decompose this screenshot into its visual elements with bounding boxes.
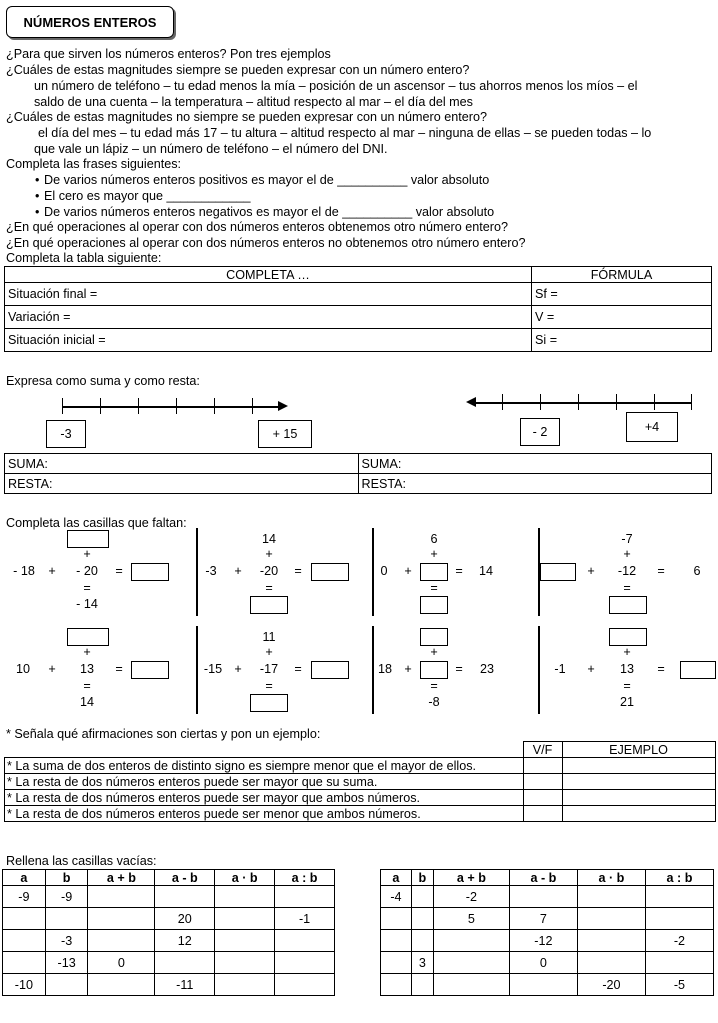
bullet-line: • De varios números enteros negativos es mayor el de __________ valor absoluto — [44, 205, 494, 219]
table-header: EJEMPLO — [562, 742, 715, 758]
section-title: * Señala qué afirmaciones son ciertas y pon un ejemplo: — [6, 727, 321, 741]
answer-box[interactable] — [420, 628, 448, 646]
number: -17 — [259, 662, 279, 676]
column-header: a : b — [645, 870, 713, 886]
number-line-label: +4 — [626, 412, 678, 442]
column-header: a — [3, 870, 46, 886]
plus-sign: + — [48, 564, 56, 578]
table-cell[interactable] — [275, 886, 335, 908]
vf-cell[interactable] — [523, 790, 562, 806]
equals-sign: = — [430, 581, 438, 595]
equals-sign: = — [294, 662, 302, 676]
statement: * La resta de dos números enteros puede ser mayor que su suma. — [5, 774, 524, 790]
divider — [196, 528, 198, 616]
suma-cell: SUMA: — [358, 454, 712, 474]
example-cell[interactable] — [562, 774, 715, 790]
answer-box[interactable] — [67, 530, 109, 548]
number: -12 — [617, 564, 637, 578]
table-cell[interactable] — [88, 930, 155, 952]
column-header: a - b — [509, 870, 577, 886]
plus-sign: + — [430, 645, 438, 659]
options-line: saldo de una cuenta – la temperatura – altitud respecto al mar – el día del mes — [34, 95, 473, 109]
number: - 14 — [76, 597, 98, 611]
plus-sign: + — [430, 547, 438, 561]
number: 6 — [693, 564, 701, 578]
number: -15 — [203, 662, 223, 676]
table-cell[interactable] — [3, 908, 46, 930]
equals-sign: = — [83, 581, 91, 595]
number-line-right — [476, 402, 692, 404]
table-cell[interactable] — [88, 974, 155, 996]
table-cell[interactable] — [275, 930, 335, 952]
answer-box[interactable] — [311, 563, 349, 581]
table-cell[interactable] — [155, 886, 215, 908]
table-cell[interactable] — [215, 974, 275, 996]
column-header: b — [411, 870, 433, 886]
table-cell[interactable] — [645, 908, 713, 930]
number: 23 — [479, 662, 494, 676]
plus-sign: + — [623, 547, 631, 561]
equals-sign: = — [294, 564, 302, 578]
suma-resta-table — [4, 453, 712, 494]
plus-sign: + — [404, 564, 412, 578]
column-header: a + b — [433, 870, 509, 886]
plus-sign: + — [623, 645, 631, 659]
divider — [372, 626, 374, 714]
plus-sign: + — [265, 645, 273, 659]
table-cell: -3 — [45, 930, 88, 952]
divider — [372, 528, 374, 616]
table-header: COMPLETA … — [5, 267, 532, 283]
table-row — [381, 886, 714, 908]
plus-sign: + — [48, 662, 56, 676]
table-cell: Situación inicial = — [5, 329, 532, 352]
table-cell: 3 — [411, 952, 433, 974]
table-cell: -13 — [45, 952, 88, 974]
number-line-label: - 2 — [520, 418, 560, 446]
equals-sign: = — [115, 564, 123, 578]
question-line: ¿Para que sirven los números enteros? Pon tres ejemplos — [6, 47, 331, 61]
table-cell[interactable] — [45, 908, 88, 930]
number-line-label: + 15 — [258, 420, 312, 448]
table-cell[interactable] — [411, 886, 433, 908]
divider — [538, 626, 540, 714]
table-cell: -2 — [645, 930, 713, 952]
resta-cell: RESTA: — [358, 474, 712, 494]
table-cell[interactable] — [215, 908, 275, 930]
answer-box[interactable] — [420, 563, 448, 581]
table-cell[interactable] — [577, 952, 645, 974]
table-cell[interactable] — [411, 930, 433, 952]
table-cell[interactable] — [381, 952, 412, 974]
tick — [616, 394, 617, 410]
table-header: V/F — [523, 742, 562, 758]
table-cell[interactable] — [88, 908, 155, 930]
table-row — [381, 930, 714, 952]
table-cell: Variación = — [5, 306, 532, 329]
table-cell[interactable] — [645, 886, 713, 908]
table-row — [381, 952, 714, 974]
equals-sign: = — [657, 564, 665, 578]
number: -7 — [621, 532, 633, 546]
answer-box[interactable] — [609, 596, 647, 614]
table-cell: 7 — [509, 908, 577, 930]
table-row — [3, 974, 335, 996]
column-header: a : b — [275, 870, 335, 886]
equals-sign: = — [115, 662, 123, 676]
table-cell[interactable] — [381, 974, 412, 996]
statements-table — [4, 741, 716, 822]
number-line-label: -3 — [46, 420, 86, 448]
equals-sign: = — [265, 581, 273, 595]
options-line: que vale un lápiz – un número de teléfono – el número del DNI. — [34, 142, 388, 156]
blank-cell — [5, 742, 524, 758]
plus-sign: + — [587, 564, 595, 578]
resta-cell: RESTA: — [5, 474, 359, 494]
tick — [540, 394, 541, 410]
section-title: Rellena las casillas vacías: — [6, 854, 157, 868]
section-title: Completa las casillas que faltan: — [6, 516, 187, 530]
number: 14 — [79, 695, 94, 709]
tick — [502, 394, 503, 410]
number: 10 — [15, 662, 30, 676]
answer-box[interactable] — [420, 661, 448, 679]
table-cell: 5 — [433, 908, 509, 930]
table-cell[interactable] — [577, 908, 645, 930]
tick — [176, 398, 177, 414]
tick — [252, 398, 253, 414]
column-header: a + b — [88, 870, 155, 886]
tick — [654, 394, 655, 410]
statement: * La resta de dos números enteros puede ser mayor que ambos números. — [5, 790, 524, 806]
number: 13 — [79, 662, 94, 676]
formula-table — [4, 266, 712, 352]
example-cell[interactable] — [562, 758, 715, 774]
number: -20 — [259, 564, 279, 578]
answer-box[interactable] — [540, 563, 576, 581]
table-cell[interactable] — [215, 930, 275, 952]
tick — [100, 398, 101, 414]
number: 18 — [377, 662, 392, 676]
table-cell: -10 — [3, 974, 46, 996]
vf-cell[interactable] — [523, 758, 562, 774]
table-cell[interactable] — [577, 930, 645, 952]
table-cell[interactable] — [433, 974, 509, 996]
question-line: ¿En qué operaciones al operar con dos números enteros obtenemos otro número entero? — [6, 220, 508, 234]
answer-box[interactable] — [250, 694, 288, 712]
table-cell[interactable] — [3, 952, 46, 974]
page-title: NÚMEROS ENTEROS — [6, 6, 174, 38]
plus-sign: + — [587, 662, 595, 676]
question-line: ¿Cuáles de estas magnitudes siempre se pueden expresar con un número entero? — [6, 63, 470, 77]
table-cell: -11 — [155, 974, 215, 996]
table-cell: Sf = — [532, 283, 712, 306]
table-cell: 12 — [155, 930, 215, 952]
column-header: a — [381, 870, 412, 886]
table-cell: -1 — [275, 908, 335, 930]
equals-sign: = — [430, 679, 438, 693]
number: 14 — [478, 564, 493, 578]
table-cell: V = — [532, 306, 712, 329]
table-cell[interactable] — [275, 974, 335, 996]
table-cell[interactable] — [509, 974, 577, 996]
tick — [62, 398, 63, 414]
number: -1 — [554, 662, 566, 676]
table-row — [3, 886, 335, 908]
answer-box[interactable] — [609, 628, 647, 646]
fill-table-right — [380, 869, 714, 996]
number: -8 — [428, 695, 440, 709]
table-cell: Si = — [532, 329, 712, 352]
plus-sign: + — [83, 547, 91, 561]
table-row — [381, 974, 714, 996]
answer-box[interactable] — [680, 661, 716, 679]
equals-sign: = — [623, 581, 631, 595]
number-line-left — [62, 406, 280, 408]
options-line: un número de teléfono – tu edad menos la mía – posición de un ascensor – tus ahorros menos los míos – el — [34, 79, 638, 93]
table-cell[interactable] — [3, 930, 46, 952]
table-cell[interactable] — [275, 952, 335, 974]
arrow-right-icon — [278, 401, 288, 411]
table-cell[interactable] — [433, 930, 509, 952]
table-cell[interactable] — [215, 952, 275, 974]
table-cell[interactable] — [381, 908, 412, 930]
number: 21 — [619, 695, 634, 709]
table-cell[interactable] — [45, 974, 88, 996]
table-cell: -9 — [3, 886, 46, 908]
number: 6 — [430, 532, 438, 546]
fill-table-left — [2, 869, 335, 996]
tick — [214, 398, 215, 414]
options-line: el día del mes – tu edad más 17 – tu altura – altitud respecto al mar – ninguna de ellas – se pueden todas – lo — [38, 126, 652, 140]
tick — [691, 394, 692, 410]
instruction-line: Completa las frases siguientes: — [6, 157, 181, 171]
bullet-line: • De varios números enteros positivos es mayor el de __________ valor absoluto — [44, 173, 489, 187]
bullet-line: • El cero es mayor que ____________ — [44, 189, 251, 203]
number: 13 — [619, 662, 634, 676]
answer-box[interactable] — [131, 661, 169, 679]
number: -3 — [205, 564, 217, 578]
example-cell[interactable] — [562, 806, 715, 822]
table-cell: -20 — [577, 974, 645, 996]
arrow-left-icon — [466, 397, 476, 407]
table-cell[interactable] — [645, 952, 713, 974]
answer-box[interactable] — [250, 596, 288, 614]
table-cell: -9 — [45, 886, 88, 908]
divider — [196, 626, 198, 714]
number: 11 — [262, 630, 276, 644]
table-cell: 20 — [155, 908, 215, 930]
vf-cell[interactable] — [523, 806, 562, 822]
section-title: Expresa como suma y como resta: — [6, 374, 200, 388]
column-header: a - b — [155, 870, 215, 886]
example-cell[interactable] — [562, 790, 715, 806]
number: 0 — [380, 564, 388, 578]
question-line: ¿En qué operaciones al operar con dos números enteros no obtenemos otro número entero? — [6, 236, 526, 250]
table-cell[interactable] — [433, 952, 509, 974]
number: 14 — [261, 532, 276, 546]
suma-cell: SUMA: — [5, 454, 359, 474]
tick — [138, 398, 139, 414]
plus-sign: + — [234, 564, 242, 578]
table-cell[interactable] — [155, 952, 215, 974]
equals-sign: = — [657, 662, 665, 676]
table-cell[interactable] — [88, 886, 155, 908]
table-cell: 0 — [509, 952, 577, 974]
table-cell: -4 — [381, 886, 412, 908]
table-cell[interactable] — [411, 908, 433, 930]
column-header: a · b — [215, 870, 275, 886]
number: - 20 — [76, 564, 98, 578]
table-cell[interactable] — [509, 886, 577, 908]
plus-sign: + — [234, 662, 242, 676]
table-cell[interactable] — [215, 886, 275, 908]
number: - 18 — [13, 564, 35, 578]
equals-sign: = — [623, 679, 631, 693]
plus-sign: + — [404, 662, 412, 676]
equals-sign: = — [455, 662, 463, 676]
table-row — [3, 908, 335, 930]
table-row — [381, 908, 714, 930]
plus-sign: + — [265, 547, 273, 561]
equals-sign: = — [455, 564, 463, 578]
table-cell: -2 — [433, 886, 509, 908]
equals-sign: = — [83, 679, 91, 693]
answer-box[interactable] — [420, 596, 448, 614]
table-row — [3, 952, 335, 974]
instruction-line: Completa la tabla siguiente: — [6, 251, 162, 265]
column-header: a · b — [577, 870, 645, 886]
table-cell: -5 — [645, 974, 713, 996]
vf-cell[interactable] — [523, 774, 562, 790]
answer-box[interactable] — [67, 628, 109, 646]
statement: * La suma de dos enteros de distinto signo es siempre menor que el mayor de ellos. — [5, 758, 524, 774]
table-row — [3, 930, 335, 952]
tick — [578, 394, 579, 410]
question-line: ¿Cuáles de estas magnitudes no siempre se pueden expresar con un número entero? — [6, 110, 487, 124]
answer-box[interactable] — [131, 563, 169, 581]
column-header: b — [45, 870, 88, 886]
plus-sign: + — [83, 645, 91, 659]
table-header: FÓRMULA — [532, 267, 712, 283]
answer-box[interactable] — [311, 661, 349, 679]
table-cell[interactable] — [381, 930, 412, 952]
table-cell[interactable] — [577, 886, 645, 908]
table-cell: -12 — [509, 930, 577, 952]
statement: * La resta de dos números enteros puede ser menor que ambos números. — [5, 806, 524, 822]
table-cell: 0 — [88, 952, 155, 974]
table-cell: Situación final = — [5, 283, 532, 306]
equals-sign: = — [265, 679, 273, 693]
table-cell[interactable] — [411, 974, 433, 996]
